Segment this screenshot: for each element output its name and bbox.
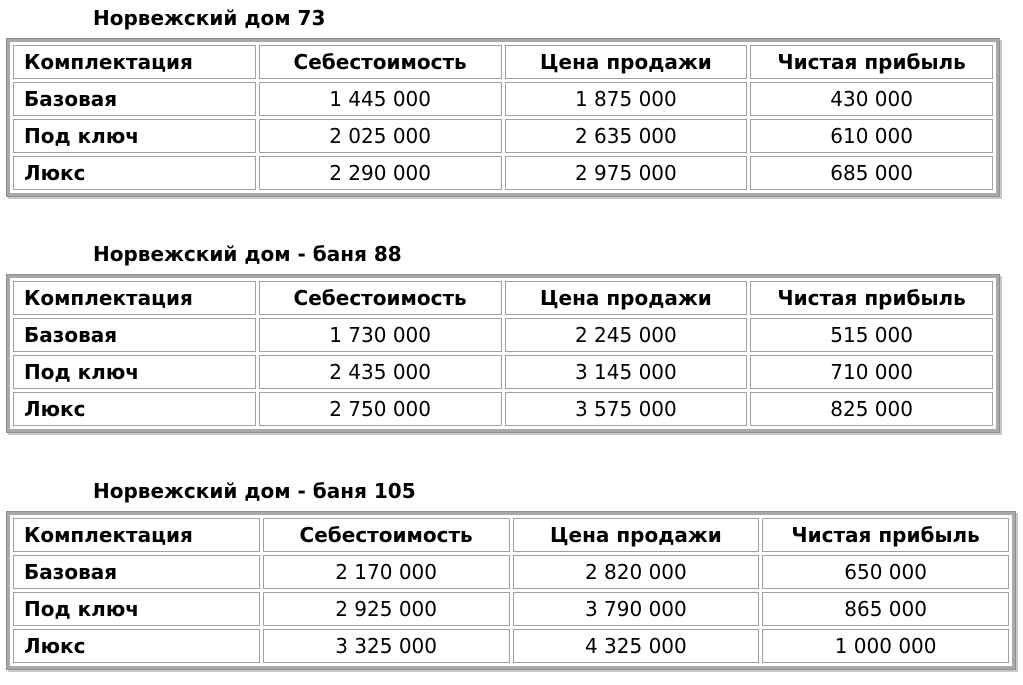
cost-cell: 2 290 000 — [259, 156, 502, 190]
price-cell: 3 575 000 — [505, 392, 748, 426]
price-cell: 2 975 000 — [505, 156, 748, 190]
price-cell: 2 635 000 — [505, 119, 748, 153]
table-frame — [6, 511, 1016, 670]
table-row — [13, 392, 993, 426]
table-row — [13, 318, 993, 352]
price-cell: 1 875 000 — [505, 82, 748, 116]
row-label-cell: Базовая — [13, 82, 256, 116]
price-cell: 2 820 000 — [513, 555, 760, 589]
cost-cell: 3 325 000 — [263, 629, 510, 663]
row-label-cell: Люкс — [13, 392, 256, 426]
row-label-cell: Под ключ — [13, 355, 256, 389]
cost-cell: 2 925 000 — [263, 592, 510, 626]
row-label-cell: Под ключ — [13, 592, 260, 626]
cost-cell: 2 170 000 — [263, 555, 510, 589]
cost-cell: 1 730 000 — [259, 318, 502, 352]
profit-cell: 825 000 — [750, 392, 993, 426]
profit-cell: 430 000 — [750, 82, 993, 116]
profit-cell: 685 000 — [750, 156, 993, 190]
price-cell: 3 790 000 — [513, 592, 760, 626]
cost-cell: 2 025 000 — [259, 119, 502, 153]
table-title: Норвежский дом - баня 105 — [93, 479, 416, 503]
price-table-section-2 — [6, 242, 1000, 433]
row-label-cell: Под ключ — [13, 119, 256, 153]
profit-cell: 865 000 — [762, 592, 1009, 626]
header-cell: Цена продажи — [505, 281, 748, 315]
table-row — [13, 555, 1009, 589]
table-title: Норвежский дом - баня 88 — [93, 242, 402, 266]
table-row — [13, 119, 993, 153]
price-table-section-1 — [6, 6, 1000, 197]
profit-cell: 710 000 — [750, 355, 993, 389]
profit-cell: 515 000 — [750, 318, 993, 352]
header-cell: Комплектация — [13, 45, 256, 79]
table-header-row — [13, 45, 993, 79]
table-header-row — [13, 518, 1009, 552]
profit-cell: 610 000 — [750, 119, 993, 153]
table-row — [13, 82, 993, 116]
row-label-cell: Люкс — [13, 629, 260, 663]
table-row — [13, 592, 1009, 626]
row-label-cell: Базовая — [13, 318, 256, 352]
table-row — [13, 355, 993, 389]
header-cell: Чистая прибыль — [750, 281, 993, 315]
price-table — [10, 42, 996, 193]
price-cell: 4 325 000 — [513, 629, 760, 663]
table-title: Норвежский дом 73 — [93, 6, 326, 30]
cost-cell: 1 445 000 — [259, 82, 502, 116]
profit-cell: 1 000 000 — [762, 629, 1009, 663]
table-frame — [6, 274, 1000, 433]
table-header-row — [13, 281, 993, 315]
price-cell: 3 145 000 — [505, 355, 748, 389]
table-row — [13, 629, 1009, 663]
row-label-cell: Люкс — [13, 156, 256, 190]
header-cell: Чистая прибыль — [762, 518, 1009, 552]
header-cell: Чистая прибыль — [750, 45, 993, 79]
header-cell: Себестоимость — [259, 45, 502, 79]
price-table-section-3 — [6, 479, 1016, 670]
header-cell: Комплектация — [13, 281, 256, 315]
cost-cell: 2 750 000 — [259, 392, 502, 426]
table-row — [13, 156, 993, 190]
profit-cell: 650 000 — [762, 555, 1009, 589]
header-cell: Себестоимость — [263, 518, 510, 552]
table-frame — [6, 38, 1000, 197]
cost-cell: 2 435 000 — [259, 355, 502, 389]
header-cell: Себестоимость — [259, 281, 502, 315]
header-cell: Комплектация — [13, 518, 260, 552]
header-cell: Цена продажи — [505, 45, 748, 79]
price-table — [10, 278, 996, 429]
header-cell: Цена продажи — [513, 518, 760, 552]
price-cell: 2 245 000 — [505, 318, 748, 352]
price-table — [10, 515, 1012, 666]
row-label-cell: Базовая — [13, 555, 260, 589]
